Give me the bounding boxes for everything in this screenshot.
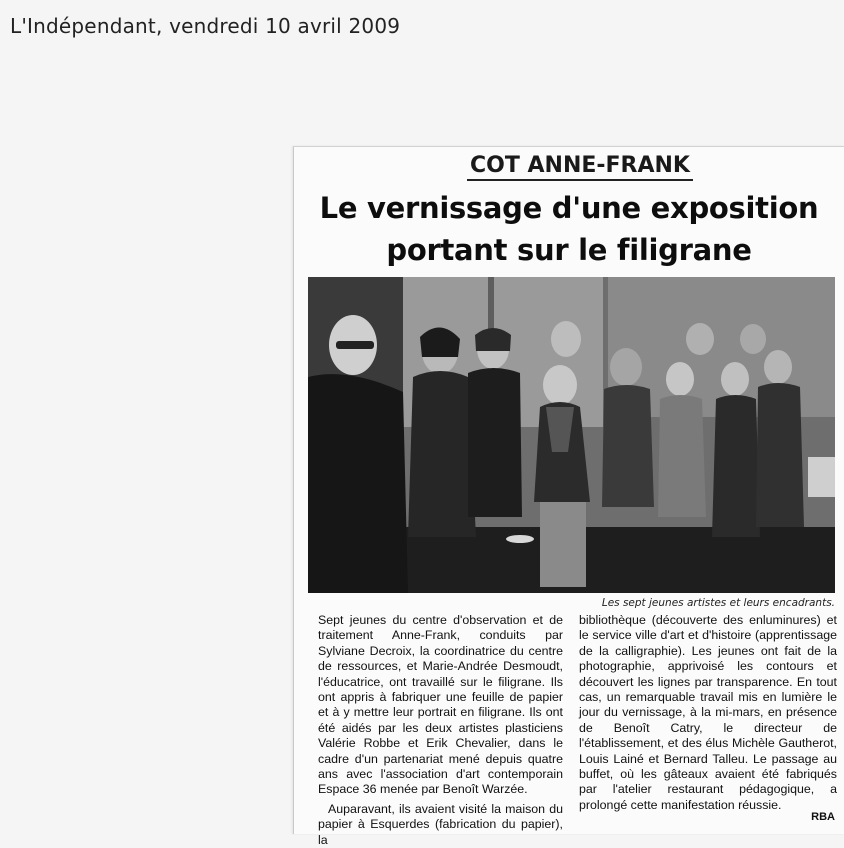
article-rubric: COT ANNE-FRANK (467, 153, 693, 181)
headline-line-1: Le vernissage d'une exposition (319, 191, 819, 225)
photo-caption: Les sept jeunes artistes et leurs encadrants. (601, 597, 835, 609)
article-headline (294, 187, 844, 271)
article-paragraph: bibliothèque (découverte des enluminures) et le service ville d'art et d'histoire (apprentissage de la calligraphie). Les jeunes ont fait de la photographie, apprivoisé les contours et découvert les lignes par transparence. En tout cas, un remarquable travail mis en lumière le jour du vernissage, à la mi-mars, en présence de Benoît Catry, le directeur de l'établissement, et des élus Michèle Gautherot, Louis Lainé et Bernard Talleu. Le passage au buffet, où les gâteaux avaient été fabriqués par l'atelier restaurant pédagogique, a prolongé cette manifestation réussie. (579, 613, 837, 812)
group-photo (308, 277, 835, 593)
article-column-right (579, 613, 837, 813)
group-photo-illustration (308, 277, 835, 593)
author-signature: RBA (811, 811, 835, 823)
headline-line-2: portant sur le filigrane (386, 233, 752, 267)
article-paragraph: Auparavant, ils avaient visité la maison du papier à Esquerdes (fabrication du papier), la (318, 801, 563, 847)
article-column-left (318, 613, 563, 848)
newspaper-clipping (293, 146, 844, 847)
newspaper-date-line: L'Indépendant, vendredi 10 avril 2009 (10, 14, 401, 38)
article-paragraph: Sept jeunes du centre d'observation et de traitement Anne-Frank, conduits par Sylviane Decroix, la coordinatrice du centre de ressources, et Marie-Andrée Desmoudt, l'éducatrice, ont travaillé sur le filigrane. Ils ont appris à fabriquer une feuille de papier et à y mettre leur portrait en filigrane. Ils ont été aidés par les deux artistes plasticiens Valérie Robbe et Erik Chevalier, dans le cadre d'un partenariat mené depuis quatre ans avec l'association d'art contemporain Espace 36 menée par Benoît Warzée. (318, 613, 563, 797)
